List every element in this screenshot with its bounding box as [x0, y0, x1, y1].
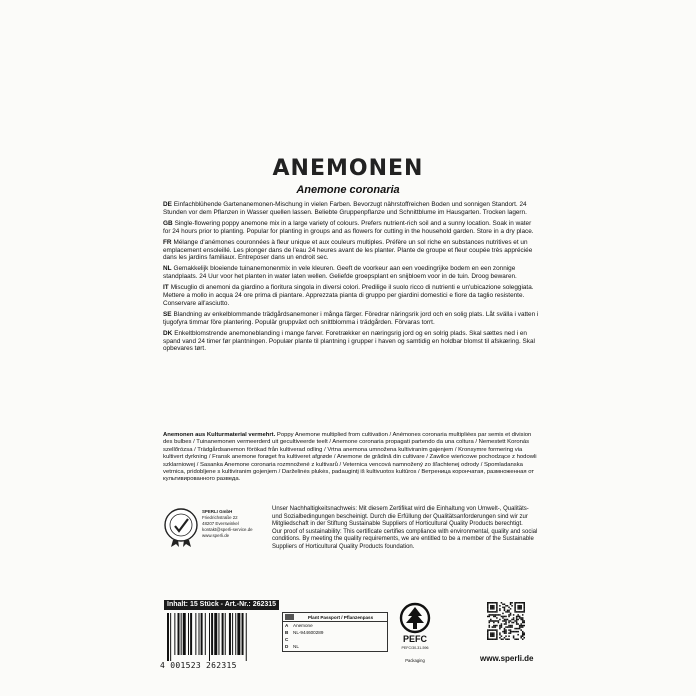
- sustainability-text: [272, 506, 540, 551]
- lang-code: IT: [163, 284, 169, 292]
- barcode: [166, 613, 276, 661]
- seal-icon: [163, 506, 199, 548]
- lang-code: DE: [163, 201, 172, 208]
- pefc-logo: [398, 602, 432, 662]
- passport-key: D: [285, 644, 289, 649]
- lang-code: FR: [163, 238, 172, 246]
- passport-key: C: [285, 637, 289, 642]
- origin-text: Poppy Anemone multiplied from cultivation / Anémones coronaria multipliées par semis et division des bulbes / Tuinanemonen vermeerderd uit gecultiveerde teelt / Anemone coronaria propagati partendo da una coltura / Nemestett Koronás szellőrózsa / Trädgårdsanemon förökad från kultiverad odling / Vrtna anemona umnožena kultiviranim gajenjem / Kronsymre formering via kultivert dyrkning / Fransk anemone forøget fra kultiveret afgrøde / Anemone de grădină din cultivare / Zawilce wieńcowe pochodzące z hodowli szklarniowej / Sasanka Anemone coronaria rozmnožené z kultivarů / Veternica vencová namnožený zo šľachtenej odrody / Spomladanska vetrnica, pridobljene s kultiviranim gojenjem / Darželinės plukės, padaugintį iš kultivuotos kultūros / Ветреница корончатая, размноженная от культивированного разведа.: [163, 432, 537, 483]
- company-block: [163, 506, 263, 558]
- sustainability-de: Unser Nachhaltigkeitsnachweis: Mit diesem Zertifikat wird die Einhaltung von Umwelt-, Qualitäts- und Sozialbedingungen bescheinigt. Durch die Erfüllung der Qualitätsanforderungen sind wir zur Mitgliedschaft in der Stiftung Sustainable Suppliers of Horticultural Quality Products berechtigt.: [272, 506, 529, 527]
- passport-key: A: [285, 623, 289, 628]
- description-it: [163, 284, 539, 307]
- lang-code: DK: [163, 329, 173, 337]
- company-address: [202, 509, 253, 539]
- qr-code[interactable]: [487, 602, 525, 640]
- lang-code: GB: [163, 219, 173, 227]
- description-fr: [163, 239, 539, 262]
- passport-value: Anemone: [293, 623, 313, 628]
- description-dk: [163, 330, 539, 353]
- pefc-tree-icon: [398, 602, 432, 634]
- company-web[interactable]: www.sperli.de: [202, 533, 230, 538]
- passport-row: [283, 629, 387, 636]
- description-list: [163, 201, 539, 356]
- description-gb: [163, 220, 539, 235]
- description-nl: [163, 265, 539, 280]
- passport-title: Plant Passport / Pflanzenpass: [307, 614, 374, 620]
- passport-header: [283, 613, 387, 622]
- sustainability-en: Our proof of sustainability: This certificate certifies compliance with environmental, quality and social conditions. By meeting the quality requirements, we are entitled to be a member of the Sustainable Suppliers of Horticultural Quality Products foundation.: [272, 528, 538, 550]
- lang-text: Single-flowering poppy anemone mix in a large variety of colours. Prefers nutrient-rich soil and a sunny location. Soak in water for 24 hours prior to planting. Popular for planting in groups and as flowers for cutting in the household garden. Store in a dry place.: [163, 219, 534, 235]
- barcode-number: 4 001523 262315: [160, 661, 237, 670]
- description-se: [163, 311, 539, 326]
- content-label: Inhalt: 15 Stück - Art.-Nr.: 262315: [164, 600, 279, 610]
- passport-row: [283, 636, 387, 643]
- company-name: SPERLI GmbH: [202, 509, 233, 514]
- footer: [160, 600, 545, 675]
- pefc-packaging: Packaging: [405, 658, 425, 663]
- origin-note: [163, 432, 539, 484]
- pefc-code: PEFC/30-31-596: [401, 646, 429, 650]
- lang-text: Mélange d'anémones couronnées à fleur unique et aux couleurs multiples. Préfère un sol riche en substances nutritives et un emplacement ensoleillé. Les plonger dans de l'eau 24 heures avant de les planter. Plante de groupe et fleur coupée très appréciée dans les jardins familiaux. Entreposer dans un endroit sec.: [163, 238, 533, 262]
- lang-text: Blandning av enkelblommande trädgårdsanemoner i många färger. Föredrar näringsrik jord och en solig plats. Låt svälla i vatten i tjugofyra timmar före plantering. Populär gruppväxt och snittblomma i trädgården. Förvaras torrt.: [163, 310, 539, 326]
- product-subtitle: Anemone coronaria: [296, 184, 400, 196]
- description-de: [163, 201, 539, 216]
- pefc-label: PEFC: [402, 634, 427, 644]
- company-email[interactable]: kontakt@sperli-service.de: [202, 527, 253, 532]
- company-street: Friedrichstraße 22: [202, 515, 238, 520]
- lang-code: NL: [163, 265, 172, 273]
- passport-value: NL-944600289: [293, 630, 324, 635]
- passport-row: [283, 643, 387, 650]
- website-link[interactable]: www.sperli.de: [480, 654, 534, 663]
- plant-passport: [282, 612, 388, 652]
- lang-text: Enkeltblomstrende anemoneblanding i mange farver. Foretrækker en næringsrig jord og en solrig plads. Skal sættes ned i en spand vand 24 timer før plantningen. Populær plante til plantning i grupper i haven og samtidig en holdbar blomst til afskæring. Skal opbevares tørt.: [163, 329, 535, 353]
- product-title: ANEMONEN: [272, 156, 424, 181]
- passport-key: B: [285, 630, 289, 635]
- company-city: 48207 Everswinkel: [202, 521, 239, 526]
- passport-value: NL: [293, 644, 299, 649]
- lang-text: Miscuglio di anemoni da giardino a fioritura singola in diversi colori. Predilige il suolo ricco di nutrienti e un'ubicazione soleggiata. Mettere a mollo in acqua 24 ore prima di piantare. Apprezzata pianta di gruppo per giardini domestici e fiore da taglio resistente. Conservare all'asciutto.: [163, 284, 534, 307]
- lang-code: SE: [163, 310, 172, 318]
- lang-text: Einfachblühende Gartenanemonen-Mischung in vielen Farben. Bevorzugt nährstoffreichen Boden und sonnigen Standort. 24 Stunden vor dem Pflanzen in Wasser quellen lassen. Beliebte Gruppenpflanze und Schnittblume im Hausgarten. Trocken lagern.: [163, 201, 527, 216]
- lang-text: Gemakkelijk bloeiende tuinanemonenmix in vele kleuren. Geeft de voorkeur aan een voedingrijke bodem en een zonnige standplaats. 24 Uur voor het planten in water laten wellen. Geliefde groepsplant en snijbloem voor in de tuin. Droog bewaren.: [163, 265, 517, 281]
- origin-lead: Anemonen aus Kulturmaterial vermehrt.: [163, 432, 276, 438]
- eu-flag-icon: [285, 614, 294, 620]
- passport-row: [283, 622, 387, 629]
